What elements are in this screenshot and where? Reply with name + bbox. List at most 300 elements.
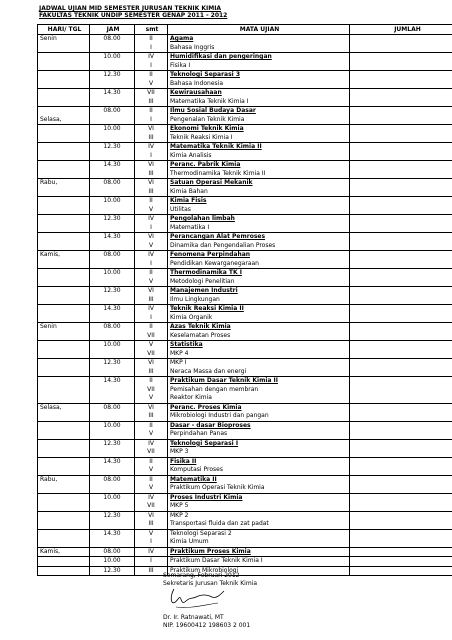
cell-subject: Utilitas — [168, 206, 350, 215]
cell-date — [38, 125, 90, 134]
cell-time: 14.30 — [90, 377, 135, 386]
table-row — [38, 341, 452, 350]
table-row — [38, 457, 452, 466]
cell-count — [350, 71, 452, 80]
subject-label: Peranc. Pabrik Kimia — [170, 161, 241, 169]
subject-label: Matematika II — [170, 475, 217, 483]
cell-time — [90, 224, 135, 233]
cell-count — [350, 53, 452, 62]
cell-time: 08.00 — [90, 323, 135, 332]
cell-subject: Pendidikan Kewarganegaraan — [168, 260, 350, 269]
cell-subject: MKP I — [168, 359, 350, 368]
signature-role: Sekretaris Jurusan Teknik Kimia — [163, 580, 258, 587]
cell-date: Senin — [38, 323, 90, 332]
cell-count — [350, 179, 452, 188]
subject-label: Proses Industri Kimia — [170, 493, 243, 501]
cell-semester: VII — [135, 332, 168, 341]
cell-count — [350, 116, 452, 125]
cell-time: 08.00 — [90, 403, 135, 412]
cell-time — [90, 412, 135, 421]
table-row — [38, 403, 452, 412]
signature-nip: NIP. 19600412 198603 2 001 — [163, 622, 251, 629]
cell-count — [350, 502, 452, 511]
cell-subject: Kimia Analisis — [168, 152, 350, 161]
cell-time: 12.30 — [90, 439, 135, 448]
cell-subject: Metodologi Penelitian — [168, 278, 350, 287]
cell-time: 14.30 — [90, 529, 135, 538]
cell-date: Rabu, — [38, 475, 90, 484]
cell-date — [38, 332, 90, 341]
table-row — [38, 53, 452, 62]
cell-count — [350, 448, 452, 457]
table-row — [38, 439, 452, 448]
cell-count — [350, 484, 452, 493]
cell-date — [38, 557, 90, 567]
cell-subject — [168, 287, 350, 296]
cell-semester: III — [135, 170, 168, 179]
cell-date — [38, 466, 90, 475]
cell-date — [38, 260, 90, 269]
cell-subject — [168, 251, 350, 260]
cell-subject: Neraca Massa dan energi — [168, 368, 350, 377]
cell-date — [38, 242, 90, 251]
cell-subject — [168, 493, 350, 502]
cell-subject — [168, 233, 350, 242]
exam-schedule-table — [37, 24, 452, 576]
subject-label: Statistika — [170, 341, 203, 349]
cell-date — [38, 98, 90, 107]
cell-date — [38, 502, 90, 511]
subject-label: Azas Teknik Kimia — [170, 323, 231, 331]
cell-count — [350, 170, 452, 179]
cell-subject — [168, 421, 350, 430]
cell-time: 08.00 — [90, 475, 135, 484]
cell-count — [350, 386, 452, 395]
subject-label: Teknologi Separasi 3 — [170, 71, 241, 79]
cell-date — [38, 134, 90, 143]
cell-semester: IV — [135, 143, 168, 152]
cell-subject — [168, 89, 350, 98]
cell-subject — [168, 35, 350, 44]
cell-subject: Perpindahan Panas — [168, 430, 350, 439]
subject-label: Pengolahan limbah — [170, 215, 235, 223]
table-row — [38, 314, 452, 323]
cell-subject — [168, 125, 350, 134]
cell-date — [38, 493, 90, 502]
cell-time — [90, 116, 135, 125]
cell-count — [350, 98, 452, 107]
cell-semester: II — [135, 107, 168, 116]
cell-date: Kamis, — [38, 251, 90, 260]
table-row — [38, 511, 452, 520]
cell-semester: III — [135, 368, 168, 377]
cell-time: 14.30 — [90, 457, 135, 466]
cell-semester: V — [135, 430, 168, 439]
table-row — [38, 233, 452, 242]
cell-time — [90, 98, 135, 107]
table-row — [38, 287, 452, 296]
cell-count — [350, 368, 452, 377]
cell-time: 14.30 — [90, 233, 135, 242]
cell-time — [90, 80, 135, 89]
table-row — [38, 80, 452, 89]
cell-semester: I — [135, 557, 168, 567]
cell-count — [350, 350, 452, 359]
cell-date — [38, 359, 90, 368]
subject-label: Ilmu Sosial Budaya Dasar — [170, 107, 256, 115]
cell-count — [350, 260, 452, 269]
table-row — [38, 386, 452, 395]
cell-semester: VII — [135, 89, 168, 98]
cell-time: 12.30 — [90, 215, 135, 224]
table-row — [38, 98, 452, 107]
cell-subject — [168, 323, 350, 332]
cell-semester: II — [135, 35, 168, 44]
cell-date — [38, 296, 90, 305]
table-row — [38, 529, 452, 538]
subject-label: Satuan Operasi Mekanik — [170, 179, 253, 187]
cell-count — [350, 215, 452, 224]
cell-date — [38, 529, 90, 538]
cell-count — [350, 493, 452, 502]
table-row — [38, 269, 452, 278]
cell-date: Selasa, — [38, 403, 90, 412]
cell-time — [90, 448, 135, 457]
cell-time — [90, 538, 135, 547]
cell-semester: V — [135, 484, 168, 493]
cell-time — [90, 260, 135, 269]
cell-date — [38, 287, 90, 296]
cell-subject: MKP 3 — [168, 448, 350, 457]
cell-semester: VI — [135, 287, 168, 296]
cell-date — [38, 368, 90, 377]
cell-time — [90, 332, 135, 341]
cell-semester: I — [135, 224, 168, 233]
cell-date — [38, 170, 90, 179]
cell-time: 10.00 — [90, 269, 135, 278]
cell-semester: II — [135, 377, 168, 386]
cell-time: 14.30 — [90, 161, 135, 170]
table-row — [38, 305, 452, 314]
cell-date — [38, 188, 90, 197]
header-time: JAM — [90, 25, 135, 35]
cell-date — [38, 430, 90, 439]
cell-semester: V — [135, 341, 168, 350]
subject-label: Perancangan Alat Pemroses — [170, 233, 266, 241]
table-row — [38, 296, 452, 305]
cell-semester: VI — [135, 179, 168, 188]
subject-label: Agama — [170, 35, 194, 43]
cell-time: 10.00 — [90, 197, 135, 206]
cell-semester: IV — [135, 439, 168, 448]
cell-date — [38, 341, 90, 350]
table-row — [38, 493, 452, 502]
cell-subject — [168, 547, 350, 557]
cell-semester: I — [135, 260, 168, 269]
table-row — [38, 538, 452, 547]
cell-semester: V — [135, 206, 168, 215]
cell-semester: III — [135, 296, 168, 305]
cell-subject: Mikrobiologi Industri dan pangan — [168, 412, 350, 421]
table-row — [38, 430, 452, 439]
cell-count — [350, 89, 452, 98]
cell-count — [350, 161, 452, 170]
cell-time — [90, 502, 135, 511]
cell-date — [38, 143, 90, 152]
cell-date — [38, 269, 90, 278]
cell-time — [90, 484, 135, 493]
cell-count — [350, 107, 452, 116]
cell-semester: VI — [135, 233, 168, 242]
cell-subject — [168, 377, 350, 386]
cell-date — [38, 484, 90, 493]
cell-date — [38, 350, 90, 359]
cell-count — [350, 251, 452, 260]
cell-date — [38, 448, 90, 457]
cell-date — [38, 206, 90, 215]
cell-date — [38, 152, 90, 161]
cell-semester: VI — [135, 359, 168, 368]
table-row — [38, 502, 452, 511]
cell-date — [38, 457, 90, 466]
cell-semester: VI — [135, 161, 168, 170]
cell-date — [38, 421, 90, 430]
cell-subject: Kimia Bahan — [168, 188, 350, 197]
cell-time: 08.00 — [90, 547, 135, 557]
cell-subject: MKP 4 — [168, 350, 350, 359]
cell-subject — [168, 403, 350, 412]
cell-subject — [168, 107, 350, 116]
cell-time: 12.30 — [90, 71, 135, 80]
cell-subject: Komputasi Proses — [168, 466, 350, 475]
header-semester: smt — [135, 25, 168, 35]
cell-count — [350, 206, 452, 215]
cell-semester: II — [135, 71, 168, 80]
cell-time: 10.00 — [90, 557, 135, 567]
cell-count — [350, 188, 452, 197]
cell-subject: Fisika I — [168, 62, 350, 71]
subject-label: Peranc. Proses Kimia — [170, 403, 242, 411]
table-row — [38, 206, 452, 215]
cell-time — [90, 520, 135, 529]
table-row — [38, 547, 452, 557]
table-row — [38, 260, 452, 269]
cell-count — [350, 80, 452, 89]
table-row — [38, 242, 452, 251]
cell-subject — [168, 475, 350, 484]
header-date: HARI/ TGL — [38, 25, 90, 35]
subject-label: Thermodinamika TK I — [170, 269, 242, 277]
cell-time: 12.30 — [90, 359, 135, 368]
cell-count — [350, 143, 452, 152]
cell-date — [38, 278, 90, 287]
cell-count — [350, 224, 452, 233]
cell-time — [90, 242, 135, 251]
cell-date — [38, 412, 90, 421]
cell-count — [350, 134, 452, 143]
cell-subject — [168, 53, 350, 62]
cell-time — [90, 206, 135, 215]
subject-label: Dasar - dasar Bioproses — [170, 421, 251, 429]
header-count: JUMLAH — [350, 25, 452, 35]
cell-subject: Matematika I — [168, 224, 350, 233]
cell-count — [350, 332, 452, 341]
cell-time — [90, 170, 135, 179]
cell-semester: VI — [135, 125, 168, 134]
cell-date — [38, 161, 90, 170]
document-title: JADWAL UJIAN MID SEMESTER JURUSAN TEKNIK KIMIA — [39, 5, 222, 12]
cell-semester: IV — [135, 251, 168, 260]
cell-count — [350, 305, 452, 314]
cell-time: 10.00 — [90, 493, 135, 502]
cell-date — [38, 386, 90, 395]
signature-name: Dr. Ir. Ratnawati, MT — [163, 614, 224, 621]
table-row — [38, 278, 452, 287]
cell-semester: II — [135, 421, 168, 430]
subject-label: Praktikum Dasar Teknik Kimia II — [170, 377, 278, 385]
cell-time — [90, 188, 135, 197]
cell-semester: VII — [135, 502, 168, 511]
cell-time: 14.30 — [90, 89, 135, 98]
cell-date — [38, 53, 90, 62]
cell-date — [38, 394, 90, 403]
cell-semester: III — [135, 98, 168, 107]
cell-count — [350, 403, 452, 412]
cell-count — [350, 547, 452, 557]
cell-subject: Pengenalan Teknik Kimia — [168, 116, 350, 125]
table-row — [38, 125, 452, 134]
subject-label: Teknologi Separasi I — [170, 439, 239, 447]
header-subject: MATA UJIAN — [168, 25, 350, 35]
cell-time: 08.00 — [90, 35, 135, 44]
cell-count — [350, 566, 452, 576]
cell-subject: Teknik Reaksi Kimia I — [168, 134, 350, 143]
cell-semester: II — [135, 323, 168, 332]
cell-subject — [168, 71, 350, 80]
cell-date — [38, 89, 90, 98]
table-row — [38, 466, 452, 475]
cell-semester: I — [135, 538, 168, 547]
table-row — [38, 116, 452, 125]
cell-date — [38, 439, 90, 448]
cell-count — [350, 44, 452, 53]
cell-time: 08.00 — [90, 179, 135, 188]
cell-date — [38, 44, 90, 53]
cell-count — [350, 457, 452, 466]
cell-semester: VII — [135, 386, 168, 395]
table-row — [38, 161, 452, 170]
cell-subject — [168, 179, 350, 188]
cell-time: 12.30 — [90, 566, 135, 576]
cell-count — [350, 269, 452, 278]
cell-time: 08.00 — [90, 107, 135, 116]
cell-time — [90, 394, 135, 403]
table-row — [38, 179, 452, 188]
table-row — [38, 520, 452, 529]
cell-date — [38, 71, 90, 80]
cell-time — [90, 386, 135, 395]
table-row — [38, 143, 452, 152]
cell-date — [38, 377, 90, 386]
cell-date: Rabu, — [38, 179, 90, 188]
cell-semester: III — [135, 566, 168, 576]
table-row — [38, 107, 452, 116]
cell-time — [90, 152, 135, 161]
cell-count — [350, 511, 452, 520]
table-row — [38, 323, 452, 332]
cell-subject: Bahasa Indonesia — [168, 80, 350, 89]
table-row — [38, 197, 452, 206]
signature-place-date: Semarang, Februari 2012 — [163, 572, 240, 579]
cell-date — [38, 566, 90, 576]
cell-time — [90, 296, 135, 305]
cell-subject: MKP 5 — [168, 502, 350, 511]
cell-time: 12.30 — [90, 143, 135, 152]
cell-time — [90, 368, 135, 377]
cell-semester: VI — [135, 403, 168, 412]
cell-semester: IV — [135, 53, 168, 62]
cell-semester: IV — [135, 493, 168, 502]
subject-label: Teknik Reaksi Kimia II — [170, 305, 244, 313]
cell-semester: I — [135, 44, 168, 53]
cell-subject — [168, 197, 350, 206]
table-row — [38, 394, 452, 403]
cell-semester: IV — [135, 215, 168, 224]
table-row — [38, 566, 452, 576]
cell-time — [90, 278, 135, 287]
cell-count — [350, 538, 452, 547]
cell-subject: Ilmu Lingkungan — [168, 296, 350, 305]
cell-date: Kamis, — [38, 547, 90, 557]
cell-date — [38, 107, 90, 116]
cell-semester: IV — [135, 547, 168, 557]
table-row — [38, 412, 452, 421]
cell-subject: Keselamatan Proses — [168, 332, 350, 341]
cell-time: 10.00 — [90, 53, 135, 62]
cell-date: Senin — [38, 35, 90, 44]
cell-semester: I — [135, 116, 168, 125]
cell-semester: V — [135, 278, 168, 287]
cell-semester: III — [135, 134, 168, 143]
cell-count — [350, 421, 452, 430]
cell-time — [90, 62, 135, 71]
subject-label: Kimia Fisis — [170, 197, 207, 205]
cell-semester: III — [135, 412, 168, 421]
cell-count — [350, 125, 452, 134]
cell-semester: V — [135, 80, 168, 89]
cell-subject: Kimia Organik — [168, 314, 350, 323]
cell-time — [90, 350, 135, 359]
cell-subject: Matematika Teknik Kimia I — [168, 98, 350, 107]
table-row — [38, 350, 452, 359]
subject-label: Manajemen Industri — [170, 287, 238, 295]
cell-semester: I — [135, 152, 168, 161]
cell-time: 14.30 — [90, 305, 135, 314]
cell-count — [350, 557, 452, 567]
table-row — [38, 251, 452, 260]
cell-semester: III — [135, 520, 168, 529]
cell-semester: VII — [135, 350, 168, 359]
cell-subject: MKP 2 — [168, 511, 350, 520]
cell-count — [350, 412, 452, 421]
cell-subject — [168, 269, 350, 278]
cell-subject: Transportasi fluida dan zat padat — [168, 520, 350, 529]
cell-time: 10.00 — [90, 125, 135, 134]
cell-count — [350, 62, 452, 71]
cell-time — [90, 466, 135, 475]
cell-count — [350, 475, 452, 484]
cell-count — [350, 529, 452, 538]
